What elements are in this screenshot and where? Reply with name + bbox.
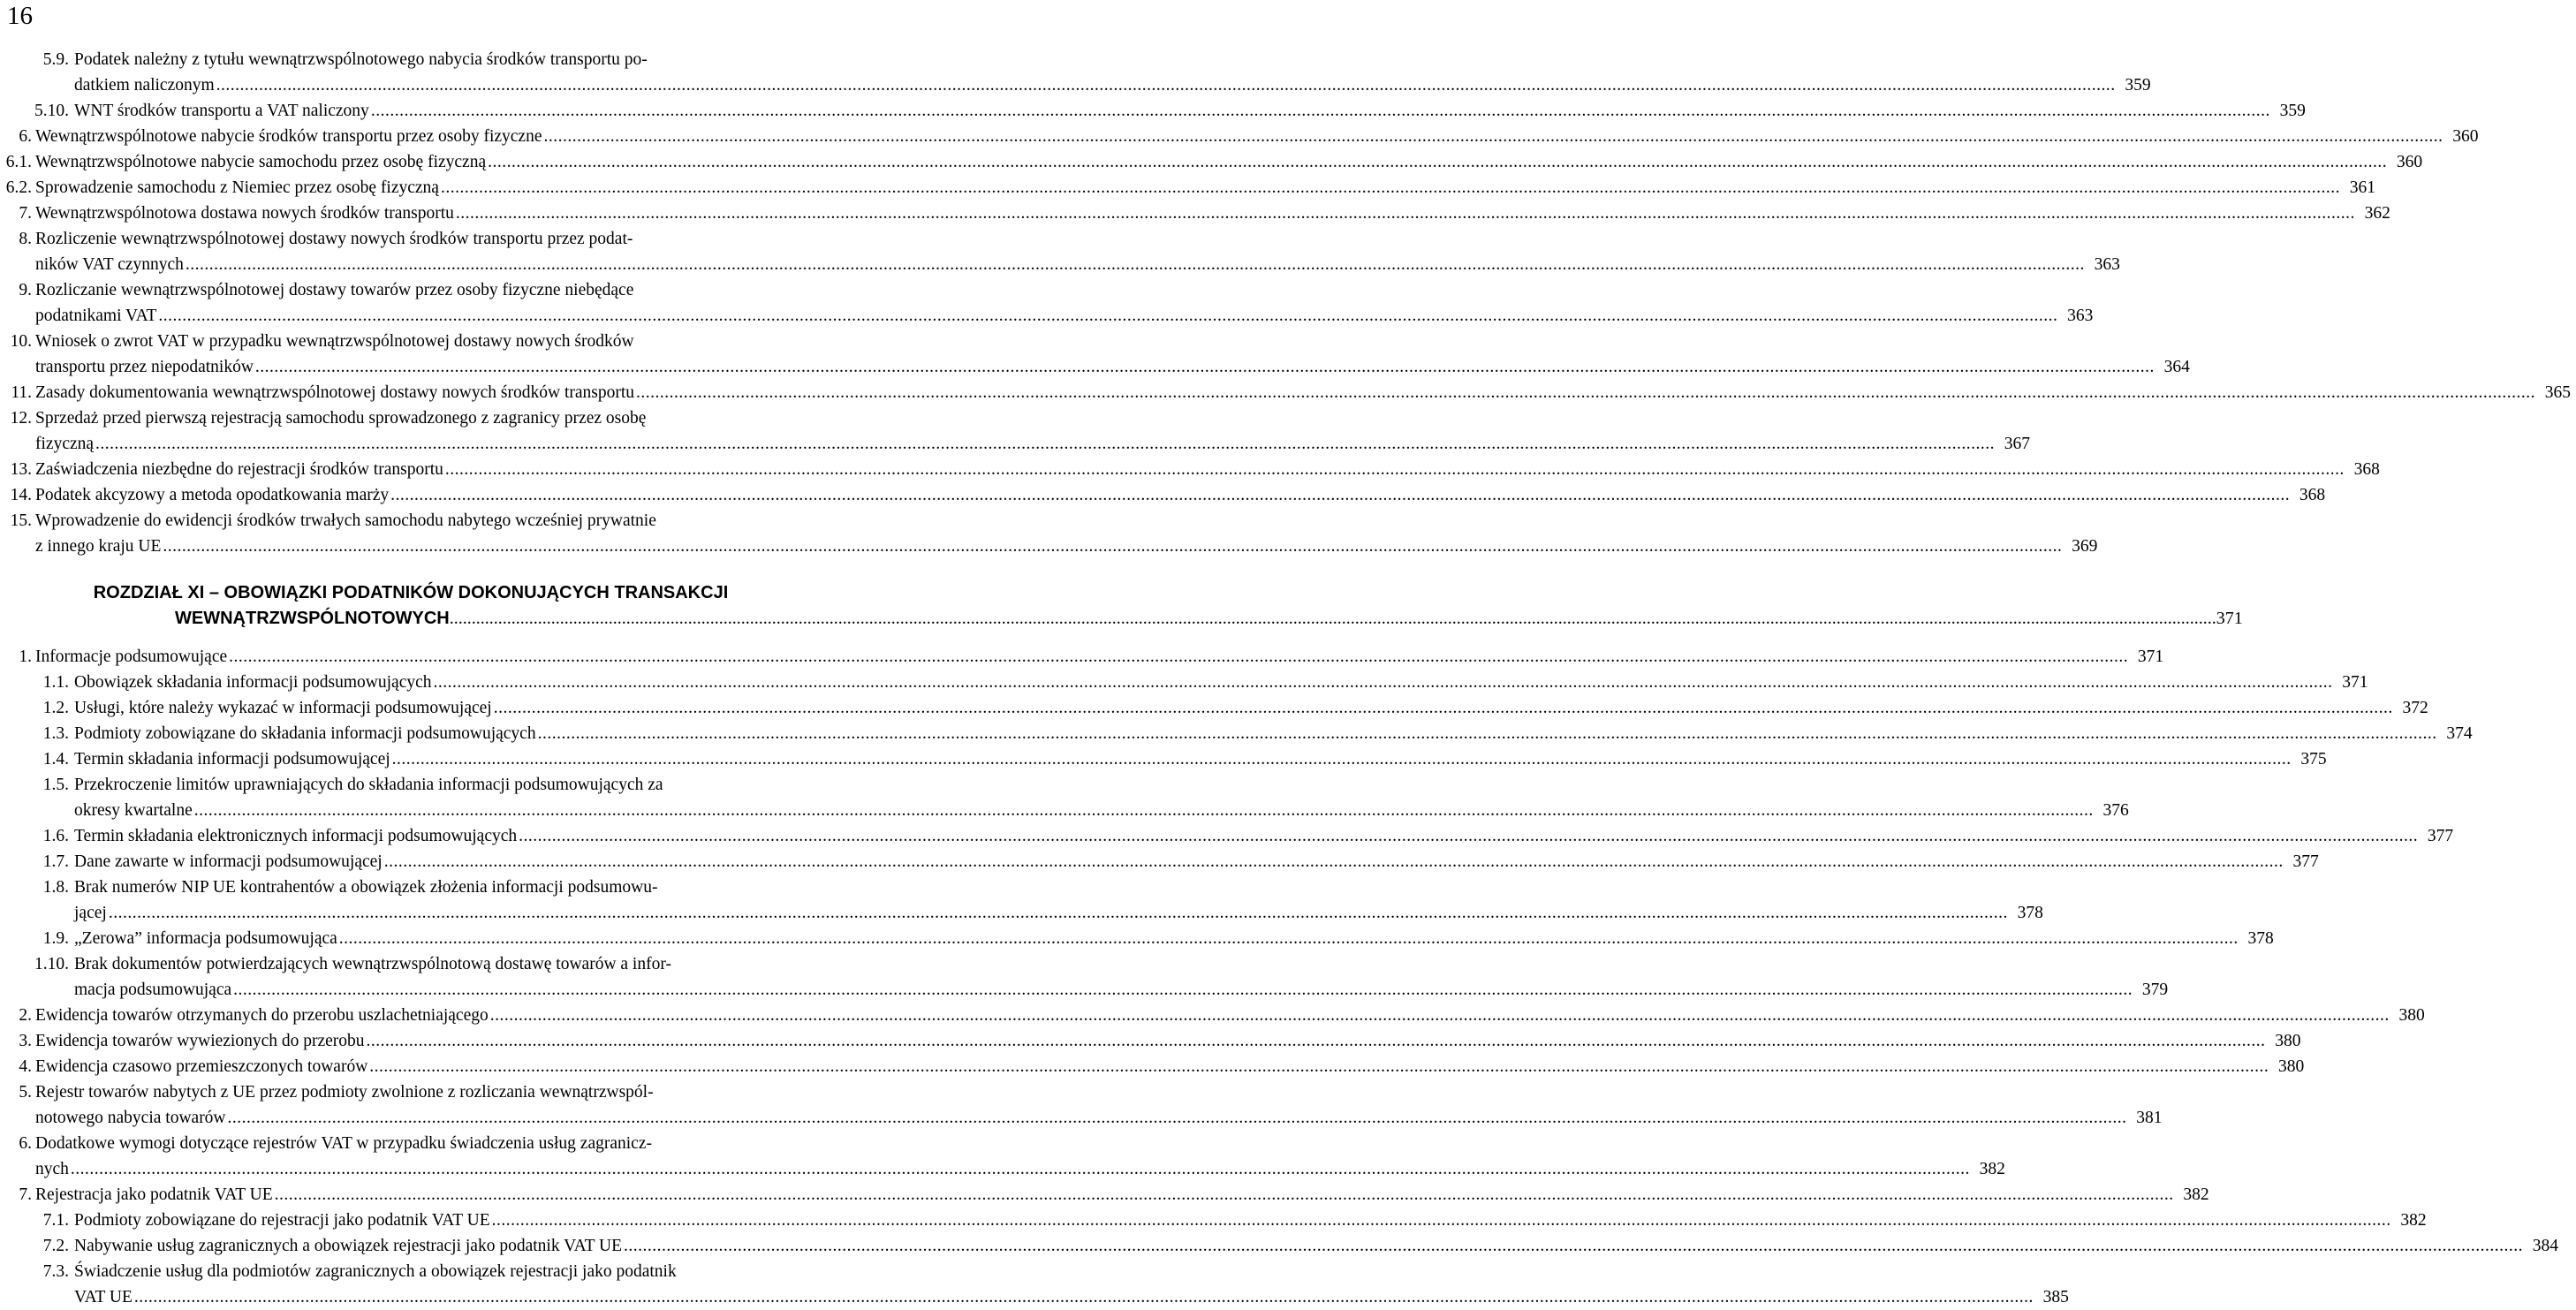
toc-entry-number: 1.8. — [42, 878, 69, 897]
toc-entry-title: Termin składania informacji podsumowującej — [74, 750, 390, 769]
toc-entry-number: 7.2. — [42, 1237, 69, 1255]
leader-dots: ................................................................................................................................................................................................................................................................................................................................................................................................................ — [158, 307, 2058, 325]
toc-entry-title: jącej — [74, 904, 107, 922]
toc-entry-page: 380 — [2278, 1057, 2305, 1076]
toc-entry-title: Ewidencja czasowo przemieszczonych towarów — [35, 1057, 368, 1076]
toc-entry[interactable] — [0, 1233, 2559, 1259]
toc-entry-title: z innego kraju UE — [35, 537, 162, 556]
toc-entry[interactable] — [0, 98, 2306, 124]
leader-dots: ................................................................................................................................................................................................................................................................................................................................................................................................................ — [185, 255, 2085, 274]
toc-entry-title: Podmioty zobowiązane do składania informacji podsumowujących — [74, 724, 536, 743]
toc-entry-title: ników VAT czynnych — [35, 255, 184, 274]
toc-entry-page: 377 — [2427, 827, 2454, 845]
leader-dots: ................................................................................................................................................................................................................................................................................................................................................................................................................ — [370, 102, 2270, 120]
toc-entry-page: 365 — [2544, 383, 2572, 402]
toc-entry-title: WNT środków transportu a VAT naliczony — [74, 102, 369, 120]
toc-entry-page: 368 — [2299, 486, 2326, 504]
toc-entry-title: „Zerowa” informacja podsumowująca — [74, 929, 337, 948]
toc-entry-number: 10. — [10, 332, 32, 351]
toc-entry[interactable] — [0, 695, 2428, 721]
toc-entry-page: 375 — [2300, 750, 2327, 769]
toc-entry-page: 382 — [2400, 1211, 2427, 1230]
leader-dots: ................................................................................................................................................................................................................................................................................................................................................................................................................ — [390, 486, 2291, 504]
toc-entry-number: 5.9. — [42, 50, 69, 69]
toc-entry-title: Ewidencja towarów otrzymanych do przerobu uszlachetniającego — [35, 1006, 489, 1025]
toc-entry[interactable] — [0, 721, 2473, 746]
toc-entry-page: 384 — [2532, 1237, 2559, 1255]
toc-entry-title: Termin składania elektronicznych informacji podsumowujących — [74, 827, 518, 845]
toc-entry[interactable] — [0, 1054, 2305, 1079]
toc-entry[interactable] — [0, 1079, 2163, 1131]
toc-section-bottom — [0, 644, 2559, 1310]
toc-entry[interactable] — [0, 875, 2043, 926]
toc-entry-number: 6. — [19, 127, 32, 146]
toc-entry[interactable] — [0, 47, 2151, 98]
toc-entry-number: 7. — [19, 1185, 32, 1204]
leader-dots: ................................................................................................................................................................................................................................................................................................................................................................................................................ — [440, 178, 2340, 197]
toc-entry[interactable] — [0, 175, 2375, 201]
leader-dots: ................................................................................................................................................................................................................................................................................................................................................................................................................ — [491, 1211, 2391, 1230]
toc-entry-page: 369 — [2072, 537, 2098, 556]
toc-entry-title: Informacje podsumowujące — [35, 647, 228, 666]
toc-entry[interactable] — [0, 380, 2572, 405]
leader-dots: ................................................................................................................................................................................................................................................................................................................................................................................................................ — [537, 724, 2437, 743]
toc-entry-number: 1.2. — [42, 699, 69, 717]
toc-entry-page: 381 — [2136, 1109, 2163, 1127]
toc-entry-number: 7.1. — [42, 1211, 69, 1230]
toc-entry[interactable] — [0, 772, 2129, 823]
toc-entry[interactable] — [0, 201, 2390, 226]
toc-entry-number: 1.3. — [42, 724, 69, 743]
chapter-page: 371 — [2216, 609, 2243, 628]
table-of-contents — [0, 47, 2572, 1310]
toc-entry[interactable] — [0, 508, 2098, 559]
leader-dots: ................................................................................................................................................................................................................................................................................................................................................................................................................ — [229, 647, 2129, 666]
toc-entry-number: 4. — [19, 1057, 32, 1076]
leader-dots: ................................................................................................................................................................................................................................................................................................................................................................................................................ — [254, 358, 2155, 376]
toc-entry[interactable] — [0, 1028, 2301, 1054]
toc-entry-title: datkiem naliczonym — [74, 76, 215, 95]
toc-entry[interactable] — [0, 1131, 2005, 1182]
toc-entry[interactable] — [0, 329, 2190, 380]
toc-entry[interactable] — [0, 457, 2380, 482]
toc-entry-number: 1.4. — [42, 750, 69, 769]
toc-entry-title: Rozliczenie wewnątrzwspólnotowej dostawy nowych środków transportu przez podat- — [35, 230, 633, 248]
toc-entry-title: Brak dokumentów potwierdzających wewnątrzwspólnotową dostawę towarów a infor- — [74, 955, 671, 973]
toc-entry-title: Obowiązek składania informacji podsumowujących — [74, 673, 432, 692]
toc-entry-number: 1. — [19, 647, 32, 666]
toc-entry-title: okresy kwartalne — [74, 801, 193, 820]
toc-entry-page: 382 — [2183, 1185, 2209, 1204]
toc-entry-page: 359 — [2279, 102, 2306, 120]
toc-entry-number: 1.5. — [42, 776, 69, 794]
toc-entry-page: 363 — [2094, 255, 2120, 274]
leader-dots: ................................................................................................................................................................................................................................................................................................................................................................................................................ — [366, 1032, 2266, 1050]
toc-entry-page: 361 — [2349, 178, 2375, 197]
toc-entry-number: 6. — [19, 1134, 32, 1153]
toc-entry-title: Zaświadczenia niezbędne do rejestracji środków transportu — [35, 460, 443, 479]
toc-entry[interactable] — [0, 277, 2094, 329]
leader-dots: ................................................................................................................................................................................................................................................................................................................................................................................................................ — [133, 1288, 2034, 1306]
leader-dots: ................................................................................................................................................................................................................................................................................................................................................................................................................ — [489, 1006, 2390, 1025]
toc-entry-number: 9. — [19, 281, 32, 299]
toc-entry-page: 372 — [2402, 699, 2428, 717]
toc-entry[interactable] — [0, 149, 2423, 175]
toc-entry-title: nych — [35, 1160, 69, 1178]
toc-entry-number: 13. — [10, 460, 32, 479]
toc-entry-title: Usługi, które należy wykazać w informacji podsumowującej — [74, 699, 492, 717]
leader-dots: ................................................................................................................................................................................................................................................................................................................................................................................................................ — [95, 435, 1996, 453]
leader-dots: ................................................................................................................................................................................................................................................................................................................................................................................................................ — [519, 827, 2419, 845]
toc-entry-title: notowego nabycia towarów — [35, 1109, 226, 1127]
toc-entry-title: Zasady dokumentowania wewnątrzwspólnotowej dostawy nowych środków transportu — [35, 383, 635, 402]
toc-entry-number: 1.9. — [42, 929, 69, 948]
leader-dots: ................................................................................................................................................................................................................................................................................................................................................................................................................ — [488, 153, 2388, 171]
leader-dots: ................................................................................................................................................................................................................................................................................................................................................................................................................ — [636, 383, 2536, 402]
toc-entry-title: Podmioty zobowiązane do rejestracji jako podatnik VAT UE — [74, 1211, 490, 1230]
toc-entry[interactable] — [0, 823, 2454, 849]
toc-entry-title: Nabywanie usług zagranicznych a obowiązek rejestracji jako podatnik VAT UE — [74, 1237, 623, 1255]
chapter-title-line2 — [0, 606, 2243, 632]
toc-section-top — [0, 47, 2572, 559]
chapter-title-line1: ROZDZIAŁ XI – OBOWIĄZKI PODATNIKÓW DOKONUJĄCYCH TRANSAKCJI — [93, 583, 729, 602]
toc-entry-number: 1.7. — [42, 852, 69, 871]
toc-entry[interactable] — [0, 670, 2368, 695]
toc-entry-number: 11. — [11, 383, 32, 402]
toc-entry-page: 380 — [2398, 1006, 2425, 1025]
toc-entry-title: Podatek należny z tytułu wewnątrzwspólnotowego nabycia środków transportu po- — [74, 50, 648, 69]
toc-entry-page: 377 — [2292, 852, 2319, 871]
toc-entry-title: podatnikami VAT — [35, 307, 157, 325]
toc-entry-title: Przekroczenie limitów uprawniających do składania informacji podsumowujących za — [74, 776, 663, 794]
toc-entry-number: 7.3. — [42, 1262, 69, 1281]
toc-entry-title: Dodatkowe wymogi dotyczące rejestrów VAT w przypadku świadczenia usług zagranicz- — [35, 1134, 652, 1153]
leader-dots: ................................................................................................................................................................................................................................................................................................................................................................................................................ — [369, 1057, 2269, 1076]
toc-entry[interactable] — [0, 405, 2031, 457]
toc-entry-title: Podatek akcyzowy a metoda opodatkowania marży — [35, 486, 390, 504]
toc-entry[interactable] — [0, 849, 2319, 875]
toc-entry-page: 376 — [2102, 801, 2129, 820]
toc-entry-number: 6.2. — [5, 178, 32, 197]
toc-entry[interactable] — [0, 951, 2169, 1003]
toc-entry-page: 385 — [2042, 1288, 2069, 1306]
toc-entry-title: Wewnątrzwspólnotowe nabycie samochodu przez osobę fizyczną — [35, 153, 487, 171]
toc-entry[interactable] — [0, 1182, 2209, 1208]
toc-entry[interactable] — [0, 482, 2326, 508]
toc-entry[interactable] — [0, 124, 2479, 149]
toc-entry-page: 374 — [2446, 724, 2473, 743]
leader-dots: ................................................................................................................................................................................................................................................................................................................................................................................................................ — [543, 127, 2443, 146]
toc-entry-page: 379 — [2141, 981, 2169, 999]
toc-entry-page: 368 — [2353, 460, 2380, 479]
toc-entry-number: 5. — [19, 1083, 32, 1102]
toc-entry-title: Rozliczanie wewnątrzwspólnotowej dostawy towarów przez osoby fizyczne niebędące — [35, 281, 634, 299]
toc-entry-page: 382 — [1979, 1160, 2005, 1178]
leader-dots: ................................................................................................................................................................................................................................................................................................................................................................................................................ — [216, 76, 2116, 95]
toc-entry-page: 378 — [2017, 904, 2043, 922]
toc-entry-number: 7. — [19, 204, 32, 223]
toc-entry-title: Wewnątrzwspólnotowa dostawa nowych środków transportu — [35, 204, 454, 223]
toc-entry-title: macja podsumowująca — [74, 981, 232, 999]
page-number: 16 — [7, 2, 33, 30]
toc-entry-title: VAT UE — [74, 1288, 133, 1306]
leader-dots: ................................................................................................................................................................................................................................................................................................................................................................................................................ — [338, 929, 2239, 948]
toc-entry-number: 14. — [10, 486, 32, 504]
toc-entry-page: 380 — [2275, 1032, 2301, 1050]
toc-entry-page: 362 — [2364, 204, 2390, 223]
leader-dots: ................................................................................................................................................................................................................................................................................................................................................................................................................ — [108, 904, 2008, 922]
toc-entry-title: Wewnątrzwspólnotowe nabycie środków transportu przez osoby fizyczne — [35, 127, 542, 146]
toc-entry-number: 8. — [19, 230, 32, 248]
toc-entry[interactable] — [0, 746, 2327, 772]
toc-entry-page: 367 — [2004, 435, 2031, 453]
toc-entry-number: 2. — [19, 1006, 32, 1025]
toc-entry-title: Wniosek o zwrot VAT w przypadku wewnątrzwspólnotowej dostawy nowych środków — [35, 332, 634, 351]
chapter-title-text: WEWNĄTRZWSPÓLNOTOWYCH — [175, 609, 450, 628]
toc-entry-number: 1.1. — [42, 673, 69, 692]
toc-entry-page: 371 — [2137, 647, 2164, 666]
toc-entry-page: 359 — [2125, 76, 2151, 95]
leader-dots: ................................................................................................................................................................................................................................................................................................................................................................................................................ — [70, 1160, 1970, 1178]
leader-dots: ................................................................................................................................................................................................................................................................................................................................................................................................................ — [383, 852, 2284, 871]
toc-entry[interactable] — [0, 226, 2120, 277]
toc-entry[interactable] — [0, 1259, 2069, 1310]
leader-dots: ................................................................................................................................................................................................................................................................................................................................................................................................................ — [433, 673, 2333, 692]
toc-entry-number: 15. — [10, 511, 32, 530]
toc-entry-page: 364 — [2163, 358, 2190, 376]
toc-entry[interactable] — [0, 926, 2274, 951]
toc-entry-title: Wprowadzenie do ewidencji środków trwałych samochodu nabytego wcześniej prywatnie — [35, 511, 656, 530]
chapter-heading — [0, 580, 2243, 632]
toc-entry-number: 1.6. — [42, 827, 69, 845]
toc-entry-title: Sprowadzenie samochodu z Niemiec przez osobę fizyczną — [35, 178, 439, 197]
toc-entry-title: Świadczenie usług dla podmiotów zagranicznych a obowiązek rejestracji jako podatnik — [74, 1262, 677, 1281]
leader-dots: ................................................................................................................................................................................................................................................................................................................................................................................................................ — [193, 801, 2094, 820]
toc-entry-title: Ewidencja towarów wywiezionych do przerobu — [35, 1032, 365, 1050]
toc-entry-title: Rejestracja jako podatnik VAT UE — [35, 1185, 273, 1204]
toc-entry-page: 363 — [2067, 307, 2094, 325]
toc-entry-page: 360 — [2452, 127, 2479, 146]
leader-dots: ................................................................................................................................................................................................................................................................................................................................................................................................................ — [163, 537, 2063, 556]
toc-entry-title: Sprzedaż przed pierwszą rejestracją samochodu sprowadzonego z zagranicy przez osobę — [35, 409, 647, 428]
leader-dots: ................................................................................................................................................................................................................................................................................................................................................................................................................ — [444, 460, 2345, 479]
toc-entry-number: 1.10. — [34, 955, 69, 973]
toc-entry-number: 12. — [10, 409, 32, 428]
toc-entry-title: Brak numerów NIP UE kontrahentów a obowiązek złożenia informacji podsumowu- — [74, 878, 658, 897]
toc-entry-title: fizyczną — [35, 435, 95, 453]
leader-dots: ................................................................................................................................................................................................................................................................................................................................................................................................................ — [233, 981, 2133, 999]
leader-dots: ................................................................................................................................................................................................................................................................................................................................................................................................................ — [455, 204, 2355, 223]
toc-entry[interactable] — [0, 1003, 2425, 1028]
leader-dots: ................................................................................................................................................................................................................................................................................................................................................................................................................ — [449, 609, 2216, 628]
toc-entry[interactable] — [0, 1208, 2427, 1233]
toc-entry-page: 378 — [2247, 929, 2274, 948]
toc-entry-number: 6.1. — [5, 153, 32, 171]
toc-entry-title: transportu przez niepodatników — [35, 358, 254, 376]
leader-dots: ................................................................................................................................................................................................................................................................................................................................................................................................................ — [227, 1109, 2127, 1127]
leader-dots: ................................................................................................................................................................................................................................................................................................................................................................................................................ — [624, 1237, 2524, 1255]
toc-entry-number: 5.10. — [34, 102, 69, 120]
leader-dots: ................................................................................................................................................................................................................................................................................................................................................................................................................ — [274, 1185, 2174, 1204]
toc-entry-title: Dane zawarte w informacji podsumowującej — [74, 852, 383, 871]
toc-entry-page: 371 — [2342, 673, 2368, 692]
leader-dots: ................................................................................................................................................................................................................................................................................................................................................................................................................ — [391, 750, 2292, 769]
toc-entry-title: Rejestr towarów nabytych z UE przez podmioty zwolnione z rozliczania wewnątrzwspól- — [35, 1083, 654, 1102]
toc-entry-number: 3. — [19, 1032, 32, 1050]
leader-dots: ................................................................................................................................................................................................................................................................................................................................................................................................................ — [493, 699, 2393, 717]
toc-entry[interactable] — [0, 644, 2164, 670]
toc-entry-page: 360 — [2396, 153, 2423, 171]
